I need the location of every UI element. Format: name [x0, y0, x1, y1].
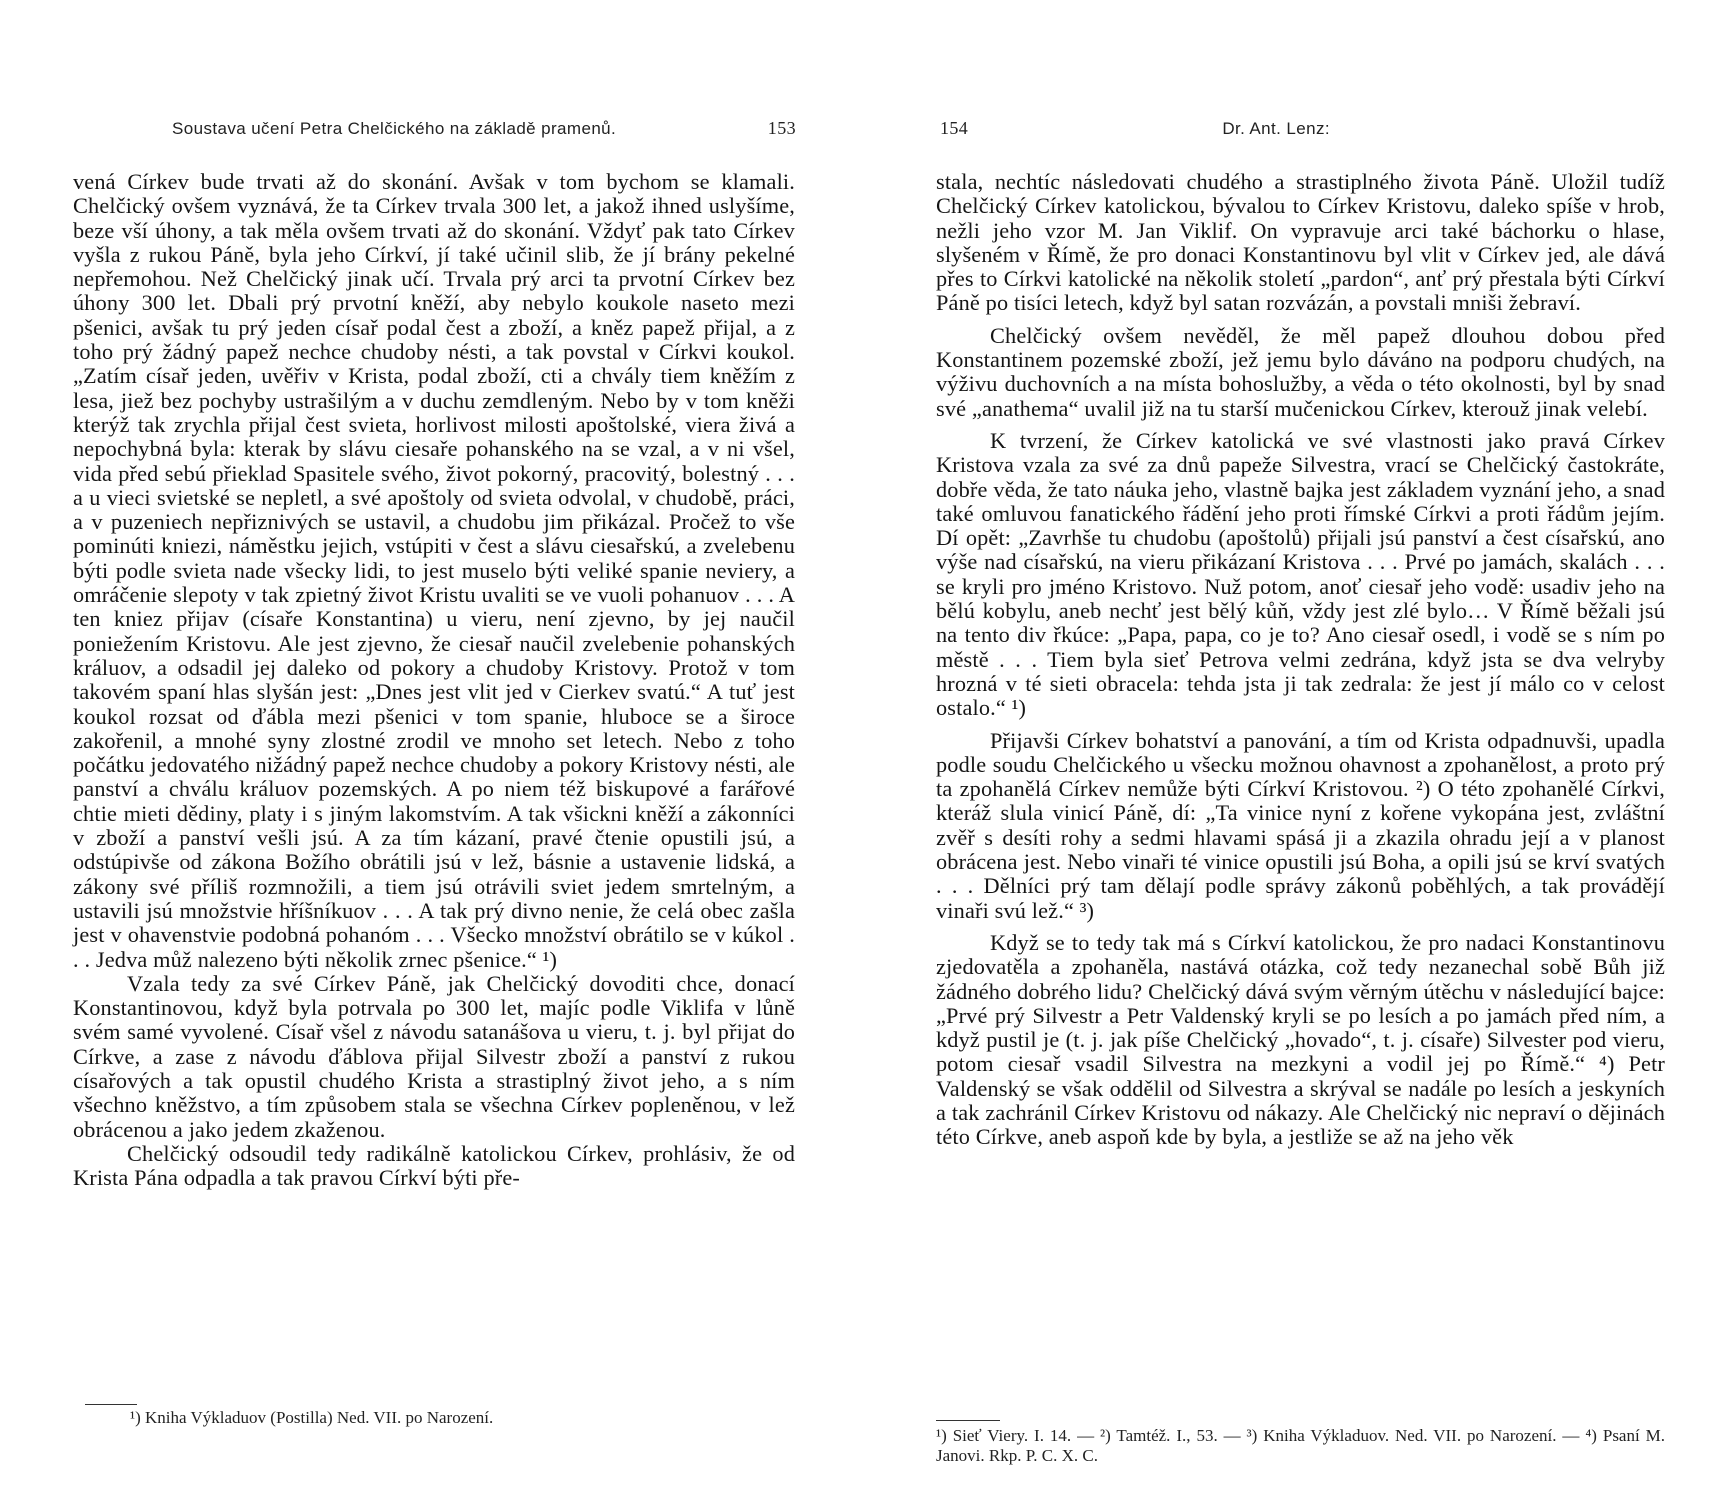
left-running-title: Soustava učení Petra Chelčického na základě pramenů. — [172, 119, 617, 138]
right-paragraph: K tvrzení, že Církev katolická ve své vlastnosti jako pravá Církev Kristova vzala za své za dnů papeže Silvestra, vrací se Chelčický častokráte, dobře věda, že tato náuka jeho, vlastně bajka jest základem vyznání jeho, a snad také omluvou fanatického řádění jeho proti římské Církvi a proti řádům jejím. Dí opět: „Zavrhše tu chudobu (apoštolů) přijali jsú panství a čest císařskú, ano výše nad císařskú, na vieru přikázaní Kristova . . . Prvé po jamách, skalách . . . se kryli pro jméno Kristovo. Nuž potom, anoť ciesař jeho vodě: usadiv jeho na bělú kobylu, aneb nechť jest bělý kůň, vždy jest zlé bylo… V Římě běžali jsú na tento div řkúce: „Papa, papa, co je to? Ano ciesař osedl, i vodě se s ním po městě . . . Tiem byla sieť Petrova velmi zedrána, když jsta se dva velryby hrozná v té sieti obracela: tehda jsta ji tak zedrala: že jest jí málo co v celost ostalo.“ ¹) — [936, 427, 1665, 721]
left-paragraph: Chelčický odsoudil tedy radikálně katolickou Církev, prohlásiv, že od Krista Pána odpadla a tak pravou Církví býti pře- — [73, 1140, 795, 1191]
right-body-text — [936, 170, 1665, 1150]
left-footnote: ¹) Kniha Výkladuov (Postilla) Ned. VII. po Narození. — [130, 1408, 494, 1427]
right-page-number: 154 — [940, 118, 969, 138]
right-footnote: ¹) Sieť Viery. I. 14. — ²) Tamtéž. I., 53. — ³) Kniha Výkladuov. Ned. VII. po Narození. — ⁴) Psaní M. Janovi. Rkp. P. C. X. C. — [936, 1426, 1665, 1465]
left-footnote-rule — [85, 1404, 137, 1405]
right-footnotes — [936, 1426, 1665, 1466]
left-paragraph: vená Církev bude trvati až do skonání. Avšak v tom bychom se klamali. Chelčický ovšem vyznává, že ta Církev trvala 300 let, a jakož ihned uslyšíme, beze vší úhony, a tak měla ovšem trvati až do skonání. Vždyť pak tato Církev vyšla z rukou Páně, byla jeho Církví, jí také učinil slib, že jí brány pekelné nepřemohou. Než Chelčický jinak učí. Trvala prý arci ta prvotní Církev bez úhony 300 let. Dbali prý prvotní kněží, aby nebylo koukole naseto mezi pšenici, avšak tu prý jeden císař podal čest a zboží, a kněz papež přijal, a z toho prý žádný papež nechce chudoby nésti, a tak povstal v Církvi koukol. „Zatím císař jeden, uvěřiv v Krista, podal zboží, cti a chvály tiem kněžím z lesa, jiež bez pochyby ustrašilým a v duchu zemdleným. Nebo by v tom kněži kterýž tak zrychla přijal čest svieta, horlivost milosti apoštolské, viera živá a nepochybná byla: kterak by slávu ciesaře pohanského na se vzal, a v ni všel, vida před sebú přieklad Spasitele svého, život pokorný, pracovitý, bolestný . . . a u vieci svietské se nepletl, a své apoštoly od svieta odvolal, v chudobě, práci, a v puzeniech nepřiznivých se ustavil, a chudobu jim přikázal. Pročež to vše pominúti kniezi, náměstku jejich, vstúpiti v čest a slávu ciesařskú, a zvelebenu býti podle svieta nade všecky lidi, to jest muselo býti veliké spanie neviery, a omráčenie slepoty v tak zpietný život Kristu uvaliti se ve vuoli pohanuov . . . A ten kniez přijav (císaře Konstantina) u vieru, není zjevno, by jej naučil poniežením Kristovu. Ale jest zjevno, že ciesař naučil zvelebenie pohanských králuov, a odsadil jej daleko od pokory a chudoby Kristovy. Protož v tom takovém spaní hlas slyšán jest: „Dnes jest vlit jed v Cierkev svatú.“ A tuť jest koukol rozsat od ďábla mezi pšenici v tom spanie, hluboce se a široce zakořenil, a mnohé syny zlostné zrodil ve mnoho set letech. Nebo z toho počátku jedovatého nižádný papež nechce chudoby a pokory Kristovy nésti, ale panství a chválu králuov pozemských. A po niem též biskupové a farářové chtie mieti dědiny, platy i s jiným lakomstvím. A tak všickni kněží a zákonníci v zboží a panství vešli jsú. A za tím kázaní, pravé čtenie opustili jsú, a odstúpivše od zákona Božího obrátili jsú v lež, básnie a ustavenie lidská, a zákony své příliš rozmnožili, a tiem jsú otrávili sviet jedem smrtelným, a ustavili jsú množstvie hříšníkuov . . . A tak prý divno nenie, že celá obec zašla jest v ohavenstvie podobná pohanóm . . . Všecko množství obrátilo se v kúkol . . . Jedva můž nalezeno býti několik zrnec pšenice.“ ¹) — [73, 169, 795, 972]
left-page — [0, 0, 850, 1500]
left-paragraph: Vzala tedy za své Církev Páně, jak Chelčický dovoditi chce, donací Konstantinovou, když byla potrvala po 300 let, majíc podle Viklifa v lůně svém samé vyvolené. Císař všel z návodu satanášova u vieru, t. j. byl přijat do Církve, a zase z návodu ďáblova přijal Silvestr zboží a panství z rukou císařových a tak opustil chudého Krista a strastiplný život jeho, a s ním všechno kněžstvo, a tím způsobem stala se všechna Církev popleněnou, v lež obrácenou a jako jedem zkaženou. — [73, 970, 795, 1142]
right-footnote-rule — [936, 1420, 1000, 1421]
right-paragraph: Přijavši Církev bohatství a panování, a tím od Krista odpadnuvši, upadla podle soudu Chelčického u všecku možnou ohavnost a zpohanělost, a proto prý ta zpohanělá Církev nemůže býti Církví Kristovou. ²) O této zpohanělé Církvi, kteráž slula vinicí Páně, dí: „Ta vinice nyní z kořene vykopána jest, zvláštní zvěř s desíti rohy a sedmi hlavami spásá ji a zkazila ohradu její a v planost obrácena jest. Nebo vinaři té vinice opustili jsú Boha, a opili jsú se krví svatých . . . Dělníci prý tam dělají podle správy zákonů poběhlých, a tak provádějí vinaři svú lež.“ ³) — [936, 727, 1665, 923]
right-page — [880, 0, 1718, 1500]
right-running-head — [940, 118, 1580, 139]
right-paragraph: Když se to tedy tak má s Církví katolickou, že pro nadaci Konstantinovu zjedovatěla a zpohaněla, nastává otázka, což tedy nezanechal sobě Bůh již žádného dobrého lidu? Chelčický dává svým věrným útěchu v následující bajce: „Prvé prý Silvestr a Petr Valdenský kryli se po lesích a po jamách před ním, a když pustil je (t. j. jak píše Chelčický „hovado“, t. j. císaře) Silvester pod vieru, potom ciesař vsadil Silvestra na mezkyni a vodil jej po Římě.“ ⁴) Petr Valdenský se však oddělil od Silvestra a skrýval se nadále po lesích a jeskyních a tak zachránil Církev Kristovu od nákazy. Ale Chelčický nic nepraví o dějinách této Církve, aneb aspoň kde by byla, a jestliže se až na jeho věk — [936, 929, 1665, 1150]
right-running-title: Dr. Ant. Lenz: — [1222, 119, 1330, 138]
left-footnotes — [130, 1408, 770, 1428]
left-running-head — [172, 118, 796, 139]
left-page-number: 153 — [767, 118, 796, 138]
right-paragraph: stala, nechtíc následovati chudého a strastiplného života Páně. Uložil tudíž Chelčický Církev katolickou, bývalou to Církev Kristovu, daleko spíše v hrob, nežli jeho vzor M. Jan Viklif. On vypravuje arci také báchorku o hlase, slyšeném v Římě, že pro donaci Konstantinovu byl vlit v Církev jed, ale dává přes to Církvi katolické na několik století „pardon“, anť prý přestala býti Církví Páně po tisíci letech, když byl satan rozvázán, a povstali mniši žebraví. — [936, 169, 1665, 316]
left-body-text — [73, 170, 795, 1190]
right-paragraph: Chelčický ovšem nevěděl, že měl papež dlouhou dobou před Konstantinem pozemské zboží, jež jemu bylo dáváno na podporu chudých, na výživu duchovních a na místa bohoslužby, a věda o této okolnosti, byl by snad své „anathema“ uvalil již na tu starší mučenickou Církev, kterouž jinak velebí. — [936, 322, 1665, 421]
